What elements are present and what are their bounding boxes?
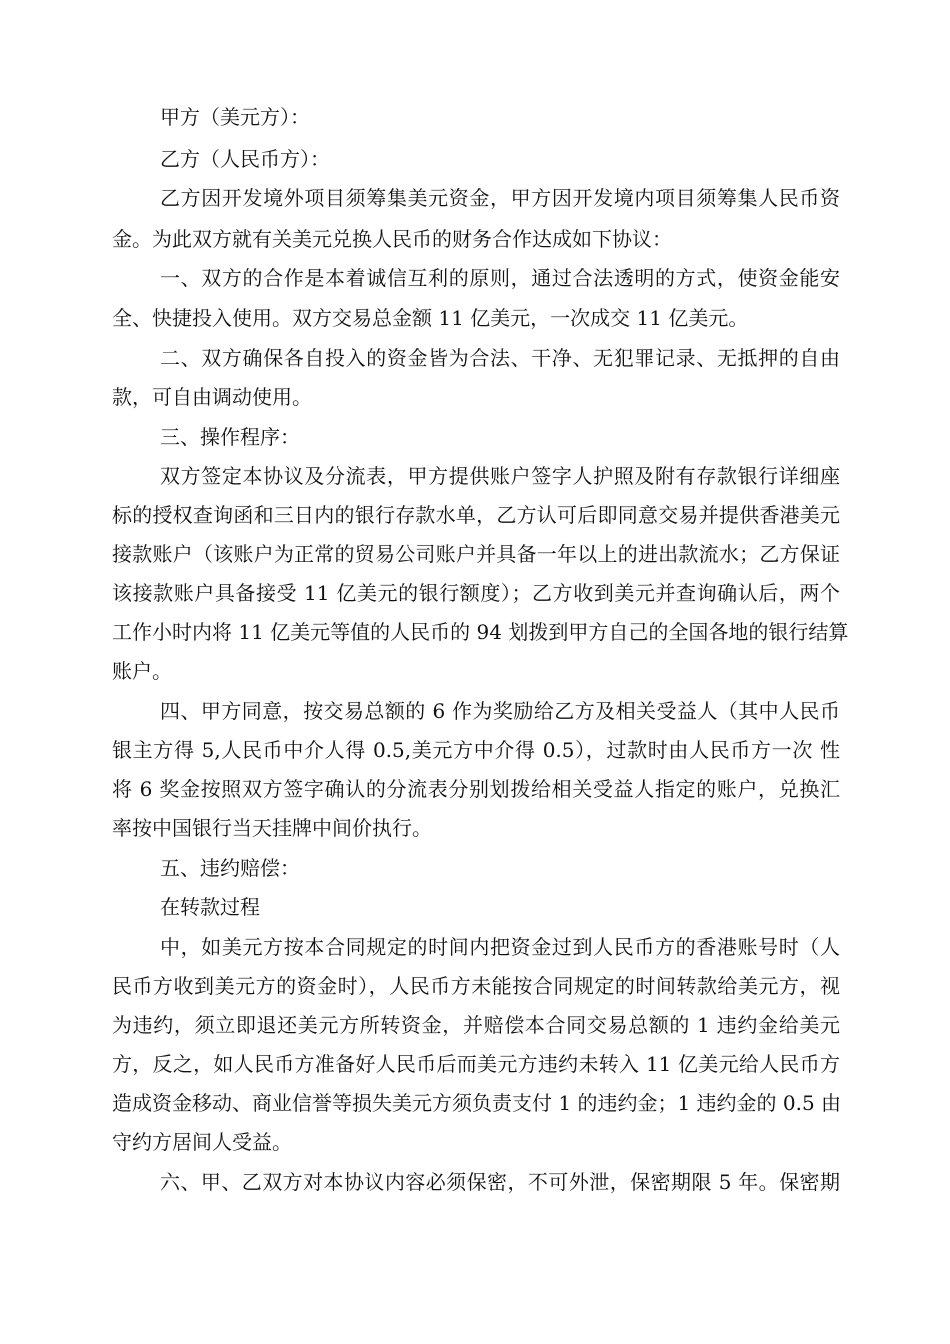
- clause-5-line-5: 造成资金移动、商业信誉等损失美元方须负责支付 1 的违约金；1 违约金的 0.5 由: [112, 1091, 842, 1115]
- clause-5-line-4: 方，反之，如人民币方准备好人民币后而美元方违约未转入 11 亿美元给人民币方: [112, 1052, 840, 1076]
- clause-3-line-2: 标的授权查询函和三日内的银行存款水单，乙方认可后即同意交易并提供香港美元: [112, 503, 840, 527]
- party-a-line: 甲方（美元方）：: [160, 105, 310, 129]
- clause-5-heading: 五、违约赔偿：: [160, 856, 300, 880]
- clause-3-line-3: 接款账户（该账户为正常的贸易公司账户并具备一年以上的进出款流水；乙方保证: [112, 542, 840, 566]
- clause-4-line-1: 四、甲方同意，按交易总额的 6 作为奖励给乙方及相关受益人（其中人民币: [160, 699, 840, 723]
- preamble-line-2: 金。为此双方就有关美元兑换人民币的财务合作达成如下协议：: [112, 227, 672, 251]
- clause-3-heading: 三、操作程序：: [160, 425, 300, 449]
- clause-6-line-1: 六、甲、乙双方对本协议内容必须保密，不可外泄，保密期限 5 年。保密期: [160, 1170, 840, 1194]
- preamble-line-1: 乙方因开发境外项目须筹集美元资金，甲方因开发境内项目须筹集人民币资: [160, 186, 840, 210]
- clause-4-line-2: 银主方得 5,人民币中介人得 0.5,美元方中介得 0.5），过款时由人民币方一次 性: [112, 738, 840, 762]
- clause-3-line-6: 账户。: [112, 659, 172, 683]
- clause-4-line-3: 将 6 奖金按照双方签字确认的分流表分别划拨给相关受益人指定的账户，兑换汇: [112, 777, 840, 801]
- clause-1-line-1: 一、双方的合作是本着诚信互利的原则，通过合法透明的方式，使资金能安: [160, 266, 840, 290]
- party-b-line: 乙方（人民币方）：: [160, 147, 330, 171]
- clause-4-line-4: 率按中国银行当天挂牌中间价执行。: [112, 816, 432, 840]
- clause-3-line-5: 工作小时内将 11 亿美元等值的人民币的 94 划拨到甲方自己的全国各地的银行结算: [112, 620, 849, 644]
- clause-3-line-1: 双方签定本协议及分流表，甲方提供账户签字人护照及附有存款银行详细座: [160, 464, 840, 488]
- clause-2-line-1: 二、双方确保各自投入的资金皆为合法、干净、无犯罪记录、无抵押的自由: [160, 346, 840, 370]
- clause-5-line-6: 守约方居间人受益。: [112, 1130, 292, 1154]
- clause-5-line-3: 为违约，须立即退还美元方所转资金，并赔偿本合同交易总额的 1 违约金给美元: [112, 1013, 840, 1037]
- clause-5-subheading: 在转款过程: [160, 895, 260, 919]
- clause-2-line-2: 款，可自由调动使用。: [112, 385, 312, 409]
- clause-5-line-2: 民币方收到美元方的资金时），人民币方未能按合同规定的时间转款给美元方，视: [112, 974, 840, 998]
- clause-3-line-4: 该接款账户具备接受 11 亿美元的银行额度）；乙方收到美元并查询确认后，两个: [112, 581, 840, 605]
- clause-1-line-2: 全、快捷投入使用。双方交易总金额 11 亿美元，一次成交 11 亿美元。: [112, 306, 749, 330]
- clause-5-line-1: 中，如美元方按本合同规定的时间内把资金过到人民币方的香港账号时（人: [160, 935, 840, 959]
